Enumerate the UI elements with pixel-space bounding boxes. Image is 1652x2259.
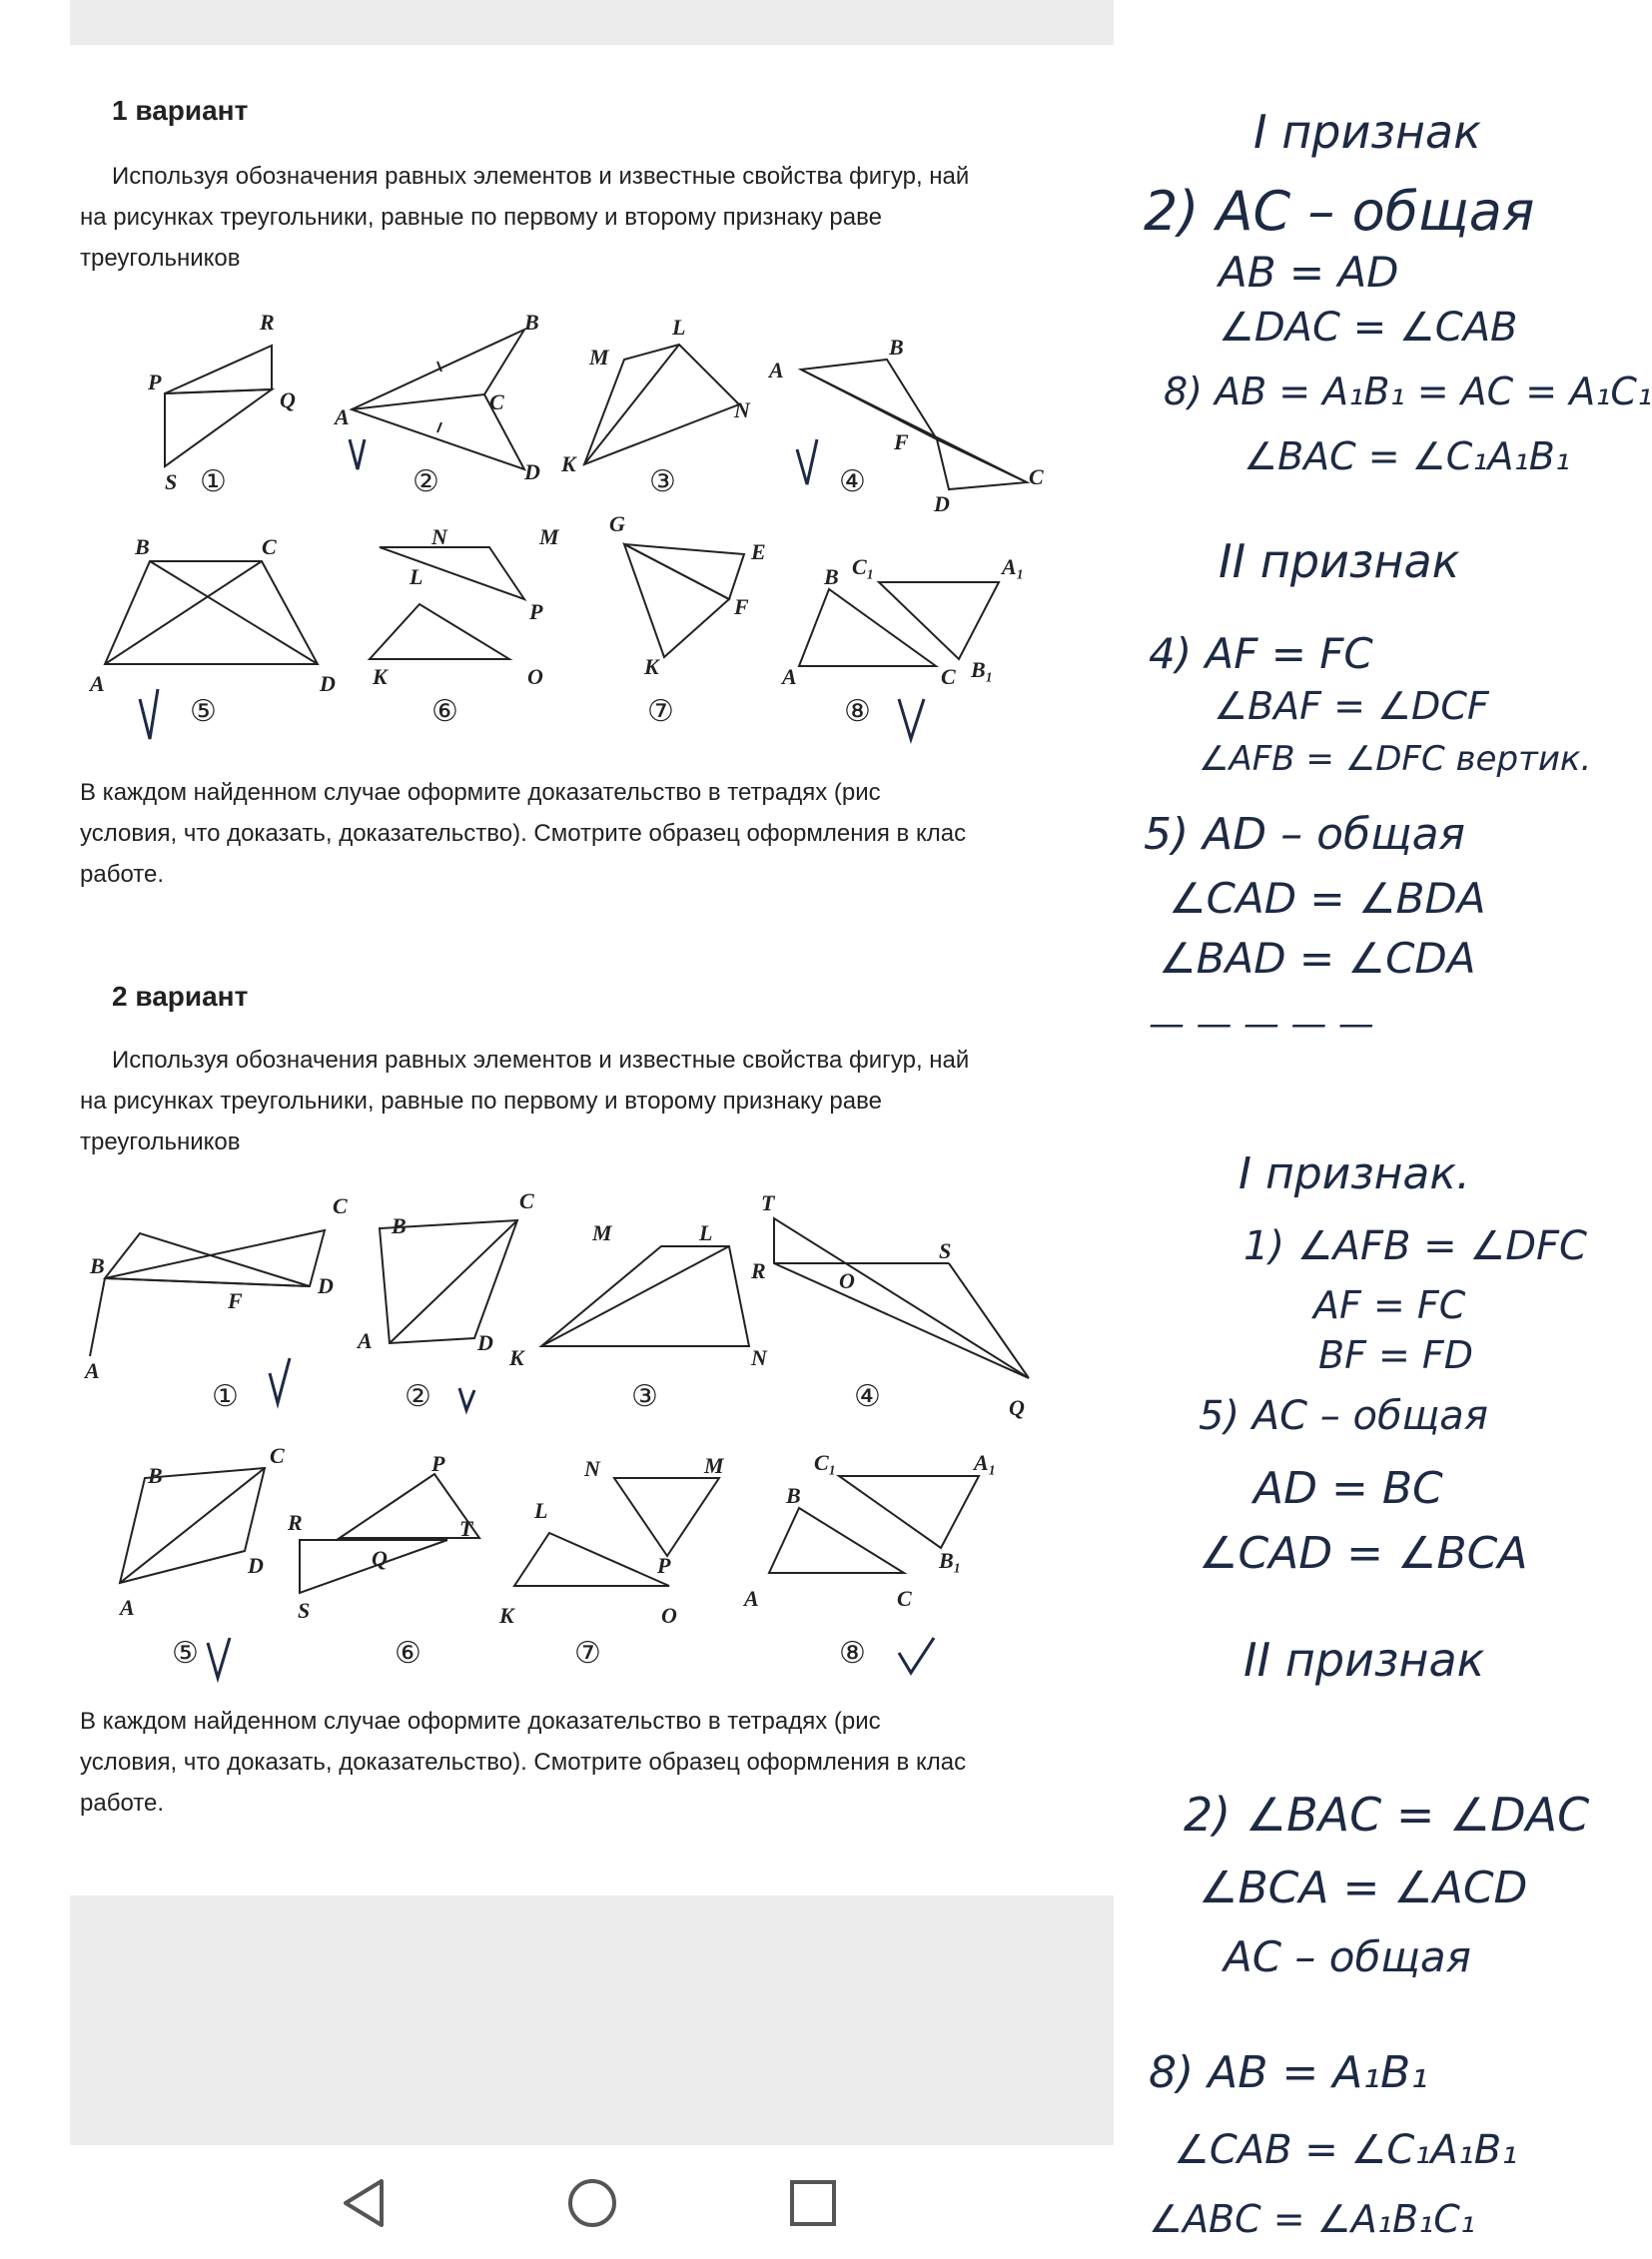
hw-v2-l1: 1) ∠AFB = ∠DFC [1243,1223,1587,1269]
v1-f7-label-K: K [644,654,659,679]
v2-f5-label-A: A [120,1595,135,1620]
v1-fig4 [801,360,1027,489]
v1-f7-label-E: E [751,539,766,564]
v1-f4-label-F: F [894,429,909,454]
v2-f5-label-D: D [248,1553,264,1578]
v1-f2-label-C: C [489,389,504,414]
v2-figure-number-5: ⑤ [172,1636,199,1671]
variant1-figures [80,300,1114,749]
v2-f8-label-A1: A₁ [974,1450,997,1475]
navigation-bar [70,2145,1114,2259]
v2-f6-label-T: T [459,1516,473,1541]
v2-fig6 [300,1474,479,1593]
v2-f1-label-F: F [228,1288,243,1313]
v2-figure-number-1: ① [212,1379,239,1414]
v1-f2-label-D: D [524,459,540,484]
v2-f4-label-T: T [761,1190,775,1215]
v1-f2-label-B: B [524,310,539,335]
v1-fig1 [165,346,272,466]
hw-v2-l12: ∠ABC = ∠A₁B₁C₁ [1149,2197,1476,2241]
hw-v2-l7: 2) ∠BAC = ∠DAC [1184,1788,1590,1842]
v1-f1-label-P: P [148,370,162,394]
v2-fig2 [380,1220,517,1343]
variant1-outro-line2: условия, что доказать, доказательство). Смотрите образец оформления в клас [80,820,967,847]
v1-f6-label-N: N [431,524,447,549]
v2-f2-label-A: A [358,1328,373,1353]
v2-f2-label-C: C [519,1188,534,1213]
variant1-intro [80,156,1114,279]
v1-f1-label-S: S [165,469,178,494]
v1-fig6 [370,547,524,659]
v2-f3-label-L: L [699,1220,713,1245]
hw-v2-l3: BF = FD [1318,1333,1474,1377]
v1-figure-number-5: ⑤ [190,694,217,729]
v1-f6-label-P: P [529,599,543,624]
variant2-outro-line2: условия, что доказать, доказательство). Смотрите образец оформления в клас [80,1749,967,1776]
v2-f1-label-D: D [318,1273,334,1298]
variant2-title: 2 вариант [112,981,249,1012]
v1-f4-label-B: B [889,335,904,360]
v1-f7-label-G: G [609,511,625,536]
v1-fig5 [105,561,318,664]
v2-f5-label-C: C [270,1443,285,1468]
v1-f8-label-C1: C₁ [852,554,875,579]
v2-f1-label-B: B [90,1253,105,1278]
hw-v1-heading2: II признак [1219,534,1460,588]
v1-f5-label-B: B [135,534,150,559]
v1-f3-label-L: L [672,315,686,340]
variant2-intro-line2: на рисунках треугольники, равные по первому и второму признаку раве [80,1088,882,1115]
v1-f3-label-N: N [734,397,750,422]
v2-f4-label-O: O [839,1268,855,1293]
hw-v2-l5: AD = BC [1253,1463,1443,1514]
hw-v1-l2: AB = AD [1219,248,1399,297]
v1-f6-label-O: O [527,664,543,689]
hw-v2-l10: 8) AB = A₁B₁ [1149,2047,1428,2098]
v1-f8-label-C: C [941,664,956,689]
v2-f8-label-A: A [744,1586,759,1611]
v1-figure-number-2: ② [413,464,439,499]
v2-fig1 [90,1230,325,1356]
back-icon[interactable] [340,2175,390,2231]
v2-f6-label-Q: Q [372,1546,388,1571]
variant2-outro-line3: работе. [80,1790,164,1817]
variant1-outro-line1: В каждом найденном случае оформите доказательство в тетрадях (рис [80,779,881,806]
recents-icon[interactable] [787,2177,839,2229]
v1-f4-label-C: C [1029,464,1044,489]
v1-f6-label-M: M [539,524,559,549]
v1-f4-label-A: A [769,358,784,382]
variant1-outro-line3: работе. [80,861,164,888]
v2-fig5 [120,1468,265,1583]
variant1-intro-line2: на рисунках треугольники, равные по первому и второму признаку раве [80,204,882,231]
v2-f7-label-K: K [499,1603,514,1628]
v2-f7-label-N: N [584,1456,600,1481]
hw-v1-l9: 5) AD – общая [1144,809,1466,860]
bottom-gray-area [70,1895,1114,2145]
v2-f3-label-K: K [509,1345,524,1370]
hw-v1-l8: ∠AFB = ∠DFC вертик. [1199,739,1592,779]
v2-fig4 [774,1218,1029,1378]
hw-v1-l3: ∠DAC = ∠CAB [1219,305,1518,351]
v1-f6-label-L: L [410,564,423,589]
v1-f2-label-A: A [335,404,350,429]
hw-v2-l8: ∠BCA = ∠ACD [1199,1863,1528,1913]
hw-v2-heading1: I признак. [1239,1148,1470,1199]
v2-f8-label-C1: C₁ [814,1450,837,1475]
v2-figure-number-2: ② [405,1379,431,1414]
v2-f7-label-P: P [657,1553,671,1578]
v1-figure-number-1: ① [200,464,227,499]
v2-f4-label-R: R [751,1258,766,1283]
hw-v2-l6: ∠CAD = ∠BCA [1199,1528,1528,1579]
hw-v1-l5: ∠BAC = ∠C₁A₁B₁ [1243,434,1571,478]
hw-v1-l7: ∠BAF = ∠DCF [1214,684,1489,728]
v1-fig7 [624,544,744,657]
variant1-title: 1 вариант [112,95,249,126]
v1-figure-number-8: ⑧ [844,694,871,729]
v2-f2-label-D: D [477,1330,493,1355]
hw-v1-l11: ∠BAD = ∠CDA [1159,934,1476,983]
variant2-outro-line1: В каждом найденном случае оформите доказательство в тетрадях (рис [80,1708,881,1735]
v1-f3-label-M: M [589,345,609,370]
v1-f8-label-B: B [824,564,839,589]
v1-figure-number-6: ⑥ [431,694,458,729]
v1-f8-label-B1: B₁ [971,657,994,682]
v1-f1-label-Q: Q [280,387,296,412]
v2-f1-label-A: A [85,1358,100,1383]
hw-v2-heading2: II признак [1243,1633,1485,1687]
variant2-intro-line3: треугольников [80,1129,241,1155]
v2-f3-label-M: M [592,1220,612,1245]
handwritten-notes [1114,0,1652,2259]
v1-figure-number-4: ④ [839,464,866,499]
v2-figure-number-8: ⑧ [839,1636,866,1671]
v2-checkmarks [208,1358,934,1678]
hw-v1-l10: ∠CAD = ∠BDA [1169,874,1486,923]
v1-f8-label-A: A [782,664,797,689]
v1-f5-label-C: C [262,534,277,559]
variant1-intro-line1: Используя обозначения равных элементов и известные свойства фигур, най [112,163,970,190]
v2-f4-label-Q: Q [1009,1395,1025,1420]
home-icon[interactable] [564,2175,620,2231]
v2-f7-label-O: O [661,1603,677,1628]
v2-f4-label-S: S [939,1238,952,1263]
v1-checkmarks [140,439,924,739]
variant2-figures [80,1178,1114,1678]
variant1-outro [80,772,1114,895]
v1-f6-label-K: K [373,664,388,689]
v2-f5-label-B: B [148,1463,163,1488]
hw-v1-l4: 8) AB = A₁B₁ = AC = A₁C₁ [1164,370,1652,413]
hw-v2-l9: AC – общая [1224,1932,1471,1981]
v2-f1-label-C: C [333,1193,348,1218]
variant2-outro [80,1701,1114,1824]
v2-fig7 [514,1478,719,1586]
hw-v2-l4: 5) AC – общая [1199,1393,1488,1439]
variant2-intro-line1: Используя обозначения равных элементов и известные свойства фигур, най [112,1047,970,1074]
v1-figure-number-3: ③ [649,464,676,499]
v2-figure-number-4: ④ [854,1379,881,1414]
hw-v1-heading1: I признак [1253,105,1481,159]
hw-v2-l2: AF = FC [1313,1283,1466,1327]
hw-v1-separator: — — — — — [1149,1004,1374,1045]
v2-f7-label-L: L [534,1498,548,1523]
v2-f6-label-R: R [288,1510,303,1535]
v1-f7-label-F: F [734,594,749,619]
v2-fig3 [541,1246,749,1346]
v2-f8-label-C: C [897,1586,912,1611]
v1-f1-label-R: R [260,310,275,335]
v1-fig8 [799,582,999,666]
v1-figure-number-7: ⑦ [647,694,674,729]
v1-f3-label-K: K [561,451,576,476]
hw-v1-l1: 2) AC – общая [1144,180,1535,243]
v2-f8-label-B1: B₁ [939,1548,962,1573]
variant2-intro [80,1040,1114,1162]
hw-v1-l6: 4) AF = FC [1149,629,1373,678]
v1-f5-label-A: A [90,671,105,696]
v2-f2-label-B: B [392,1213,407,1238]
v2-figure-number-3: ③ [631,1379,658,1414]
v2-figure-number-6: ⑥ [395,1636,421,1671]
v1-f8-label-A1: A₁ [1002,554,1025,579]
hw-v2-l11: ∠CAB = ∠C₁A₁B₁ [1174,2127,1518,2173]
v2-f3-label-N: N [751,1345,767,1370]
variant1-intro-line3: треугольников [80,245,241,272]
v2-f7-label-M: M [704,1453,724,1478]
v1-f4-label-D: D [934,491,950,516]
top-gray-area [70,0,1114,45]
v2-f8-label-B: B [786,1483,801,1508]
v1-f5-label-D: D [320,671,336,696]
v2-figure-number-7: ⑦ [574,1636,601,1671]
v2-f6-label-S: S [298,1598,311,1623]
v2-f6-label-P: P [431,1451,445,1476]
